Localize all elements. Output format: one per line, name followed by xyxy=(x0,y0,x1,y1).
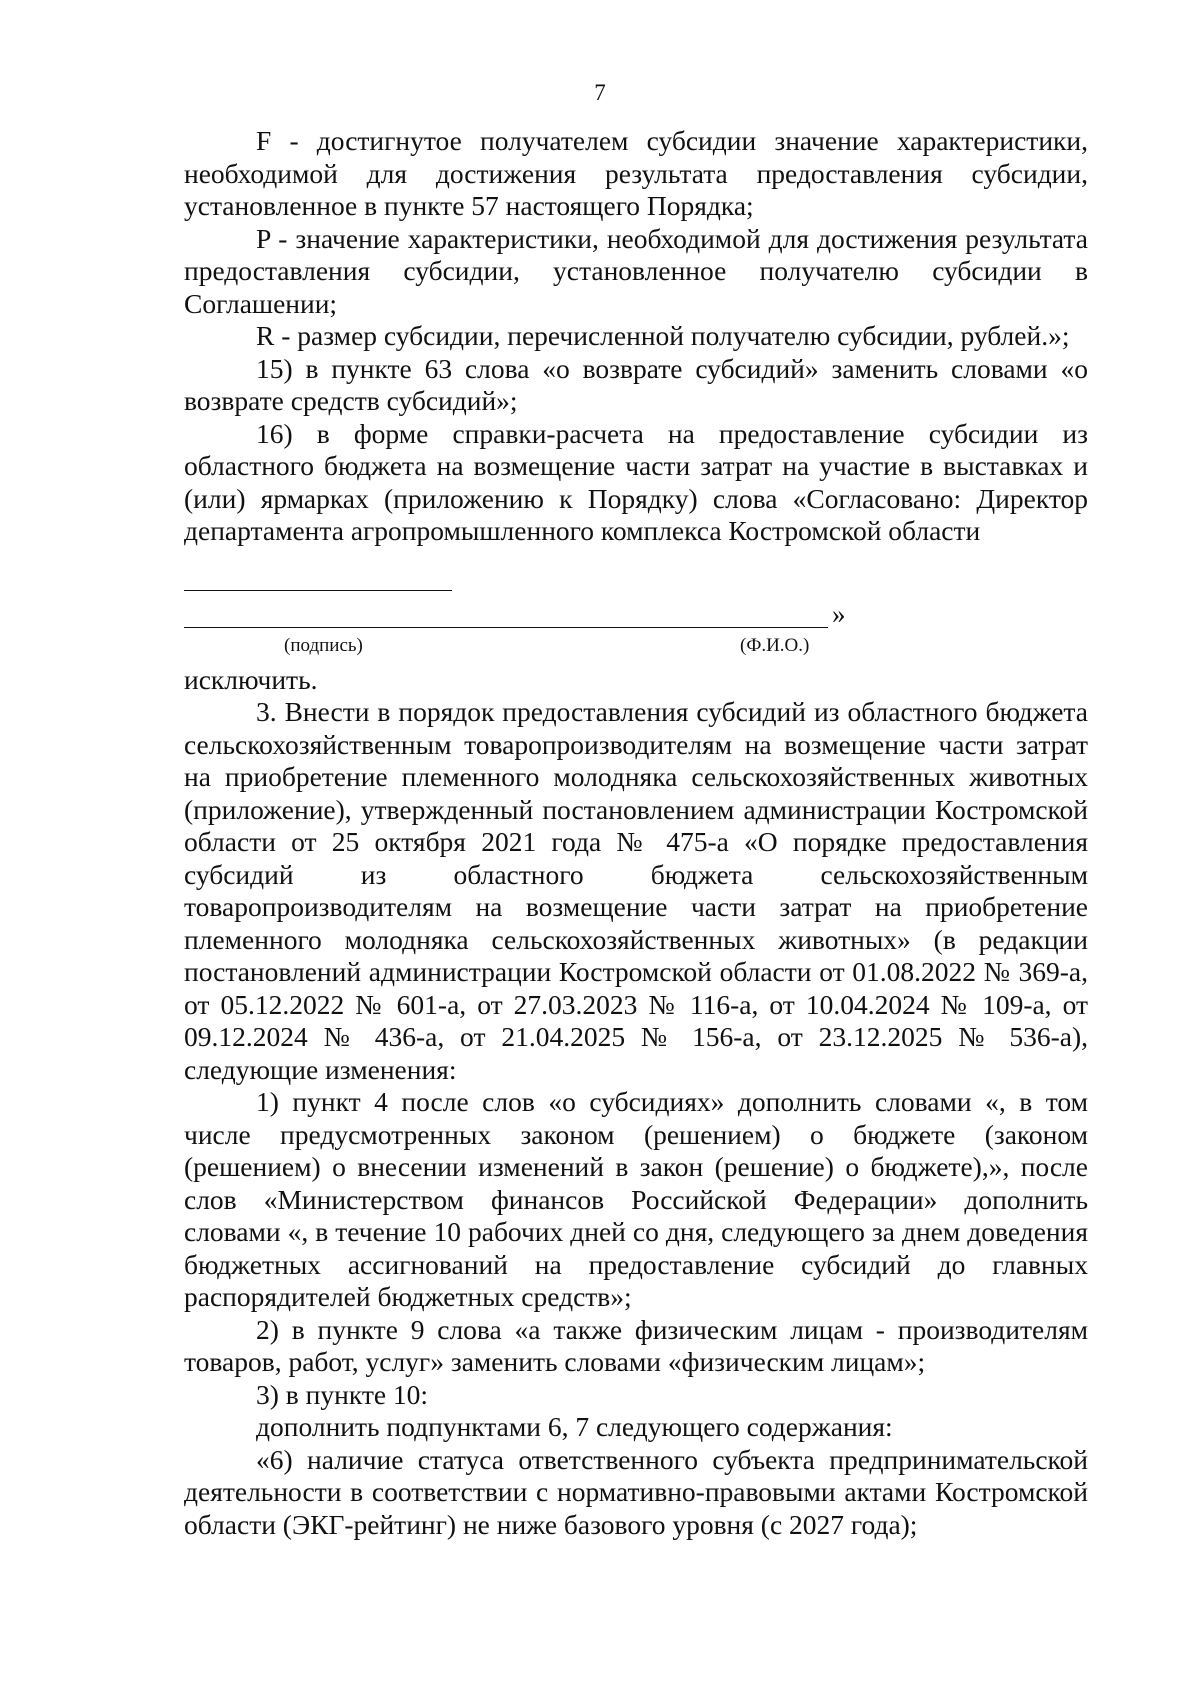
paragraph-f-definition: F - достигнутое получателем субсидии значение характеристики, необходимой для достижения результата предоставления субсидии, установленное в пункте 57 настоящего Порядка; xyxy=(184,125,1088,221)
paragraph-exclude: исключить. xyxy=(184,663,318,695)
paragraph-section-3: 3. Внести в порядок предоставления субсидий из областного бюджета сельскохозяйственным товаропроизводителям на возмещение части затрат на приобретение племенного молодняка сельскохозяйственных животных (приложение), утвержденный постановлением администрации Костромской области от 25 октября 2021 года № 475-а «О порядке предоставления субсидий из областного бюджета сельскохозяйственным товаропроизводителям на возмещение части затрат на приобретение племенного молодняка сельскохозяйственных животных» (в редакции постановлений администрации Костромской области от 01.08.2022 № 369-а, от 05.12.2022 № 601-а, от 27.03.2023 № 116-а, от 10.04.2024 № 109-а, от 09.12.2024 № 436-а, от 21.04.2025 № 156-а, от 23.12.2025 № 536-а), следующие изменения: xyxy=(184,696,1088,1085)
signature-line-short xyxy=(184,590,452,591)
signature-line-long xyxy=(184,627,828,628)
paragraph-add-subitems: дополнить подпунктами 6, 7 следующего содержания: xyxy=(256,1411,893,1442)
paragraph-amend-1: 1) пункт 4 после слов «о субсидиях» дополнить словами «, в том числе предусмотренных законом (решением) о бюджете (законом (решением) о внесении изменений в закон (решение) о бюджете),», после слов «Министерством финансов Российской Федерации» дополнить словами «, в течение 10 рабочих дней со дня, следующего за днем доведения бюджетных ассигнований на предоставление субсидий до главных распорядителей бюджетных средств»; xyxy=(184,1086,1088,1312)
signature-label: (подпись) xyxy=(284,634,363,656)
paragraph-item-16: 16) в форме справки-расчета на предоставление субсидии из областного бюджета на возмещение части затрат на участие в выставках и (или) ярмарках (приложению к Порядку) слова «Согласовано: Директор департамента агропромышленного комплекса Костромской области xyxy=(184,417,1088,546)
paragraph-amend-2: 2) в пункте 9 слова «а также физическим лицам - производителям товаров, работ, услуг» заменить словами «физическим лицам»; xyxy=(184,1313,1088,1377)
paragraph-r-definition: R - размер субсидии, перечисленной получателю субсидии, рублей.»; xyxy=(256,320,1070,351)
closing-quote: » xyxy=(832,598,846,629)
full-name-label: (Ф.И.О.) xyxy=(740,634,810,656)
document-body xyxy=(184,125,1088,1541)
paragraph-amend-3: 3) в пункте 10: xyxy=(256,1378,429,1410)
paragraph-item-15: 15) в пункте 63 слова «о возврате субсидий» заменить словами «о возврате средств субсидий»; xyxy=(184,352,1088,416)
paragraph-p-definition: P - значение характеристики, необходимой для достижения результата предоставления субсидии, установленное получателю субсидии в Соглашении; xyxy=(184,222,1088,319)
signature-block xyxy=(184,548,1088,664)
page-number: 7 xyxy=(594,80,606,105)
paragraph-subitem-6: «6) наличие статуса ответственного субъекта предпринимательской деятельности в соответствии с нормативно-правовыми актами Костромской области (ЭКГ-рейтинг) не ниже базового уровня (с 2027 года); xyxy=(184,1443,1088,1540)
